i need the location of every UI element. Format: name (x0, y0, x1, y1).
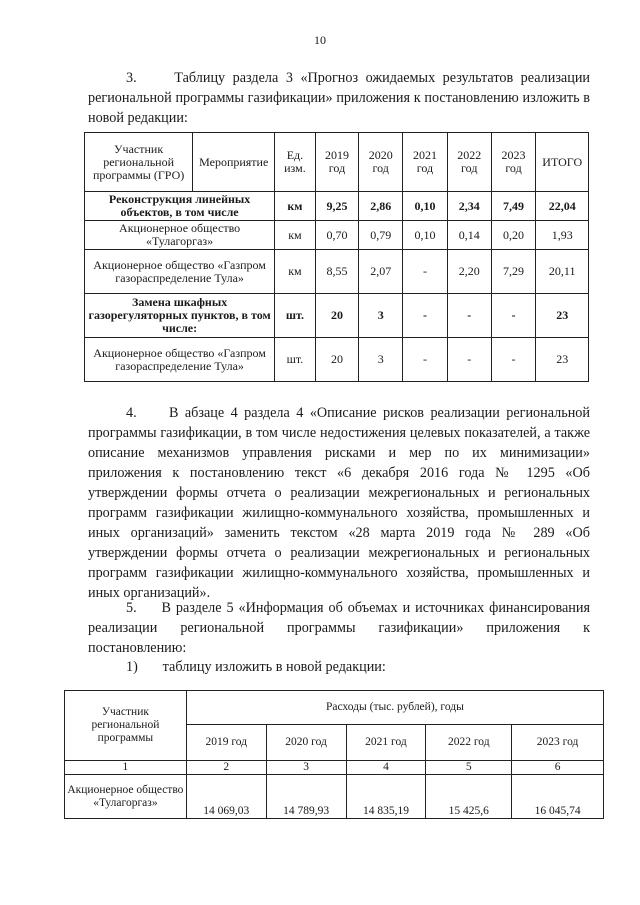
row-value-2019: 9,25 (315, 192, 359, 221)
header-2019: 2019 год (315, 133, 359, 192)
row-value-2020: 0,79 (359, 221, 403, 250)
item-5-text: В разделе 5 «Информация об объемах и источниках финансирования реализации региональной программы газификации» приложения к постановлению: (88, 600, 591, 656)
header-2023: 2023 год (491, 133, 536, 192)
financing-table (64, 690, 604, 819)
table-row (85, 221, 589, 250)
row-unit: км (275, 221, 315, 250)
row-participant: Акционерное общество «Тулагоргаз» (65, 775, 187, 819)
header-year: 2022 год (426, 725, 512, 761)
row-participant: Акционерное общество «Тулагоргаз» (85, 221, 275, 250)
item-4-text: В абзаце 4 раздела 4 «Описание рисков реализации региональной программы газификации, в том числе недостижения целевых показателей, а также описание механизмов управления рисками и мер по их минимизации» приложения к постановлению текст «6 декабря 2016 года № 1295 «Об утверждении формы отчета о реализации межрегиональных и региональных программ газификации жилищно-коммунального хозяйства, промышленных и иных организаций» заменить текстом «28 марта 2019 года № 289 «Об утверждении формы отчета о реализации межрегиональных и региональных программ газификации жилищно-коммунального хозяйства, промышленных и иных организаций». (88, 405, 590, 601)
table-row (85, 192, 589, 221)
row-value-2020: 2,86 (359, 192, 403, 221)
row-total: 1,93 (536, 221, 589, 250)
header-total: ИТОГО (536, 133, 589, 192)
item-5-1-text: таблицу изложить в новой редакции: (162, 659, 386, 675)
row-value-2019: 20 (315, 338, 359, 382)
row-unit: км (275, 192, 315, 221)
column-index: 3 (266, 761, 346, 775)
row-value-2022: 2,20 (447, 250, 491, 294)
paragraph-item-3 (88, 68, 590, 128)
row-value-2022: 2,34 (447, 192, 491, 221)
paragraph-item-4 (88, 403, 590, 603)
column-index: 5 (426, 761, 512, 775)
header-2021: 2021 год (403, 133, 448, 192)
row-value-2020: 3 (359, 338, 403, 382)
row-value-2019: 8,55 (315, 250, 359, 294)
row-value-2019: 20 (315, 294, 359, 338)
row-value: 15 425,6 (426, 775, 512, 819)
paragraph-item-5-1 (88, 657, 590, 677)
row-participant: Акционерное общество «Газпром газораспределение Тула» (85, 338, 275, 382)
row-value-2021: 0,10 (403, 192, 448, 221)
column-index: 1 (65, 761, 187, 775)
header-2022: 2022 год (447, 133, 491, 192)
header-2020: 2020 год (359, 133, 403, 192)
header-participant: Участник региональной программы (65, 691, 187, 761)
row-value-2021: - (403, 250, 448, 294)
item-5-number: 5. (126, 600, 137, 616)
table1-header-row (85, 133, 589, 192)
row-value-2020: 2,07 (359, 250, 403, 294)
row-total: 23 (536, 294, 589, 338)
item-3-text: Таблицу раздела 3 «Прогноз ожидаемых результатов реализации региональной программы газификации» приложения к постановлению изложить в новой редакции: (88, 70, 591, 126)
header-participant: Участник региональной программы (ГРО) (85, 133, 193, 192)
row-unit: шт. (275, 294, 315, 338)
header-year: 2023 год (512, 725, 604, 761)
header-activity: Мероприятие (193, 133, 275, 192)
row-total: 22,04 (536, 192, 589, 221)
row-value-2023: - (491, 294, 536, 338)
table-row (85, 294, 589, 338)
row-value: 14 835,19 (346, 775, 426, 819)
forecast-results-table (84, 132, 589, 382)
row-value-2022: - (447, 338, 491, 382)
table-row (65, 775, 604, 819)
row-value-2023: 7,29 (491, 250, 536, 294)
row-value: 14 069,03 (186, 775, 266, 819)
item-4-number: 4. (126, 405, 137, 421)
row-value-2021: - (403, 294, 448, 338)
item-5-1-number: 1) (126, 659, 138, 675)
header-year: 2020 год (266, 725, 346, 761)
paragraph-item-5 (88, 598, 590, 658)
row-unit: км (275, 250, 315, 294)
page-number: 10 (314, 33, 326, 47)
row-value-2019: 0,70 (315, 221, 359, 250)
column-index: 6 (512, 761, 604, 775)
row-total: 20,11 (536, 250, 589, 294)
row-total: 23 (536, 338, 589, 382)
row-participant: Замена шкафных газорегуляторных пунктов, в том числе: (85, 294, 275, 338)
header-year: 2019 год (186, 725, 266, 761)
row-value: 14 789,93 (266, 775, 346, 819)
header-expenses: Расходы (тыс. рублей), годы (186, 691, 603, 725)
row-participant: Реконструкция линейных объектов, в том числе (85, 192, 275, 221)
table2-header-row (65, 691, 604, 725)
row-value-2021: - (403, 338, 448, 382)
header-unit: Ед. изм. (275, 133, 315, 192)
row-value-2023: 7,49 (491, 192, 536, 221)
header-year: 2021 год (346, 725, 426, 761)
row-value-2022: - (447, 294, 491, 338)
column-index: 2 (186, 761, 266, 775)
table2-index-row (65, 761, 604, 775)
row-value: 16 045,74 (512, 775, 604, 819)
row-unit: шт. (275, 338, 315, 382)
row-value-2023: 0,20 (491, 221, 536, 250)
row-value-2023: - (491, 338, 536, 382)
table-row (85, 338, 589, 382)
column-index: 4 (346, 761, 426, 775)
row-value-2021: 0,10 (403, 221, 448, 250)
item-3-number: 3. (126, 70, 137, 86)
row-participant: Акционерное общество «Газпром газораспределение Тула» (85, 250, 275, 294)
row-value-2022: 0,14 (447, 221, 491, 250)
table-row (85, 250, 589, 294)
row-value-2020: 3 (359, 294, 403, 338)
